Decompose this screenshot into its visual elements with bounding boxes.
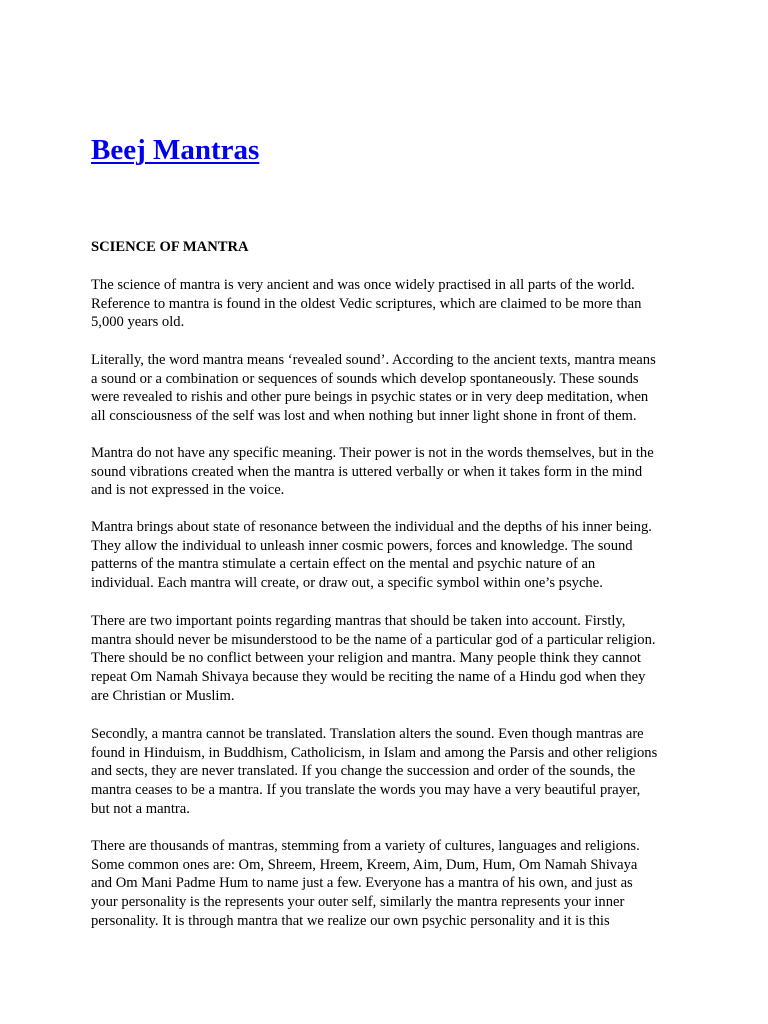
- text-line: Mantra brings about state of resonance between the individual and the depths of his inner being.: [91, 519, 652, 535]
- section-heading: SCIENCE OF MANTRA: [91, 239, 249, 255]
- paragraph: [91, 612, 656, 706]
- text-line: personality. It is through mantra that we realize our own psychic personality and it is this: [91, 912, 610, 929]
- text-line: but not a mantra.: [91, 800, 190, 817]
- text-line: There should be no conflict between your religion and mantra. Many people think they cannot: [91, 650, 641, 667]
- text-line: and is not expressed in the voice.: [91, 482, 285, 499]
- text-line: They allow the individual to unleash inner cosmic powers, forces and knowledge. The sound: [91, 537, 633, 554]
- text-line: repeat Om Namah Shivaya because they would be reciting the name of a Hindu god when they: [91, 669, 646, 686]
- text-line: patterns of the mantra stimulate a certain effect on the mental and psychic nature of an: [91, 556, 596, 573]
- text-line: mantra ceases to be a mantra. If you translate the words you may have a very beautiful prayer,: [91, 782, 641, 799]
- text-line: were revealed to rishis and other pure beings in psychic states or in very deep meditation, when: [91, 389, 649, 406]
- text-line: found in Hinduism, in Buddhism, Catholicism, in Islam and among the Parsis and other religions: [91, 744, 658, 761]
- text-line: There are thousands of mantras, stemming from a variety of cultures, languages and religions.: [91, 838, 640, 854]
- paragraph: [91, 444, 654, 500]
- text-line: a sound or a combination or sequences of sounds which develop spontaneously. These sounds: [91, 370, 639, 387]
- text-line: The science of mantra is very ancient and was once widely practised in all parts of the world.: [91, 277, 635, 293]
- paragraph: [91, 518, 652, 593]
- text-line: Reference to mantra is found in the oldest Vedic scriptures, which are claimed to be more than: [91, 295, 642, 312]
- paragraph: [91, 276, 641, 332]
- text-line: 5,000 years old.: [91, 314, 185, 331]
- text-line: Some common ones are: Om, Shreem, Hreem, Kreem, Aim, Dum, Hum, Om Namah Shivaya: [91, 856, 638, 873]
- text-line: and Om Mani Padme Hum to name just a few. Everyone has a mantra of his own, and just as: [91, 875, 633, 892]
- text-line: all consciousness of the self was lost and when nothing but inner light shone in front of them.: [91, 408, 637, 425]
- text-line: Mantra do not have any specific meaning. Their power is not in the words themselves, but in the: [91, 445, 654, 461]
- paragraph: [91, 837, 640, 931]
- text-line: sound vibrations created when the mantra is uttered verbally or when it takes form in the mind: [91, 463, 643, 480]
- page-title: [91, 132, 259, 168]
- text-line: are Christian or Muslim.: [91, 687, 235, 704]
- paragraph: [91, 351, 656, 426]
- text-line: Secondly, a mantra cannot be translated. Translation alters the sound. Even though mantras are: [91, 726, 644, 742]
- text-line: your personality is the represents your outer self, similarly the mantra represents your inner: [91, 894, 625, 911]
- text-line: Literally, the word mantra means ‘revealed sound’. According to the ancient texts, mantra means: [91, 352, 656, 368]
- paragraph: [91, 725, 657, 819]
- text-line: and sects, they are never translated. If you change the succession and order of the sounds, the: [91, 763, 636, 780]
- title-link[interactable]: Beej Mantras: [91, 134, 260, 166]
- text-line: individual. Each mantra will create, or draw out, a specific symbol within one’s psyche.: [91, 575, 603, 592]
- text-line: There are two important points regarding mantras that should be taken into account. Firstly,: [91, 613, 626, 629]
- text-line: mantra should never be misunderstood to be the name of a particular god of a particular religion.: [91, 631, 656, 648]
